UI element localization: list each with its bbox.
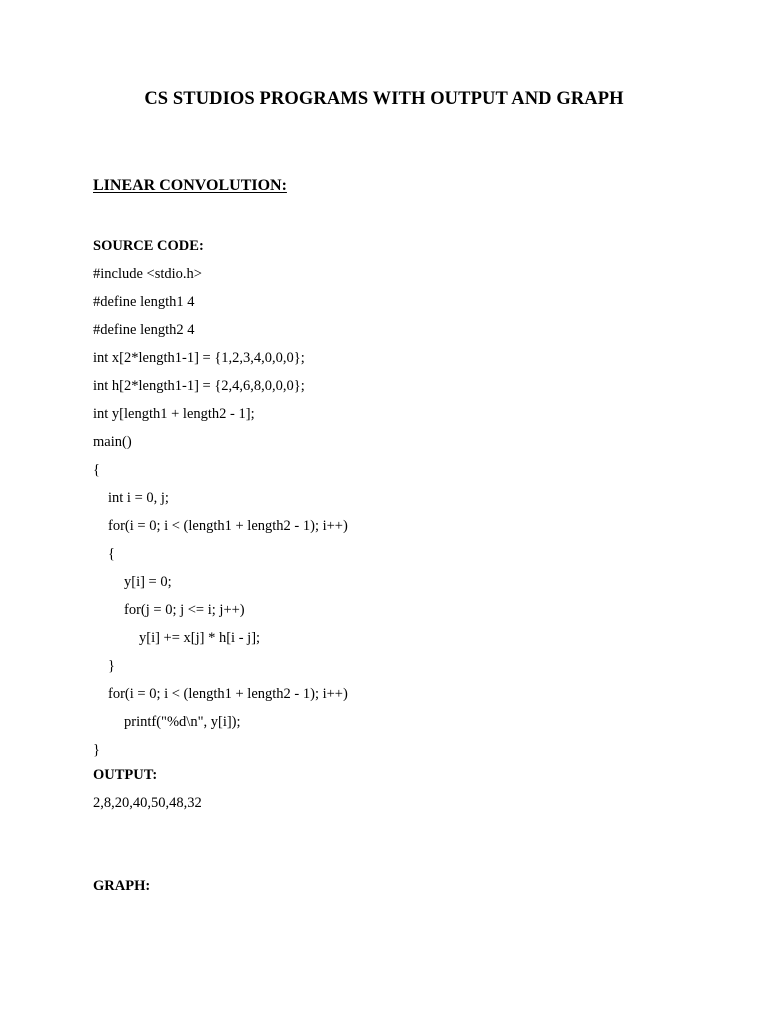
code-line: main() [93,434,132,450]
code-line: #define length2 4 [93,322,195,338]
code-line: } [108,658,115,674]
document-title: CS STUDIOS PROGRAMS WITH OUTPUT AND GRAPH [144,89,624,109]
code-line: int i = 0, j; [108,490,169,506]
code-line: for(i = 0; i < (length1 + length2 - 1); i++) [108,518,348,534]
code-line: int h[2*length1-1] = {2,4,6,8,0,0,0}; [93,378,305,394]
code-line: for(j = 0; j <= i; j++) [124,602,245,618]
code-line: { [93,462,100,478]
code-line: int y[length1 + length2 - 1]; [93,406,255,422]
code-line: #define length1 4 [93,294,195,310]
code-line: int x[2*length1-1] = {1,2,3,4,0,0,0}; [93,350,305,366]
graph-label: GRAPH: [93,878,151,894]
output-label: OUTPUT: [93,767,158,783]
code-line: for(i = 0; i < (length1 + length2 - 1); i++) [108,686,348,702]
code-line: y[i] = 0; [124,574,172,590]
code-line: { [108,546,115,562]
code-line: } [93,742,100,758]
source-code-label: SOURCE CODE: [93,238,204,254]
output-value: 2,8,20,40,50,48,32 [93,795,202,811]
code-line: printf("%d\n", y[i]); [124,714,241,730]
code-line: #include <stdio.h> [93,266,202,282]
source-code-block [93,264,348,768]
section-heading: LINEAR CONVOLUTION: [93,177,287,194]
code-line: y[i] += x[j] * h[i - j]; [139,630,261,646]
